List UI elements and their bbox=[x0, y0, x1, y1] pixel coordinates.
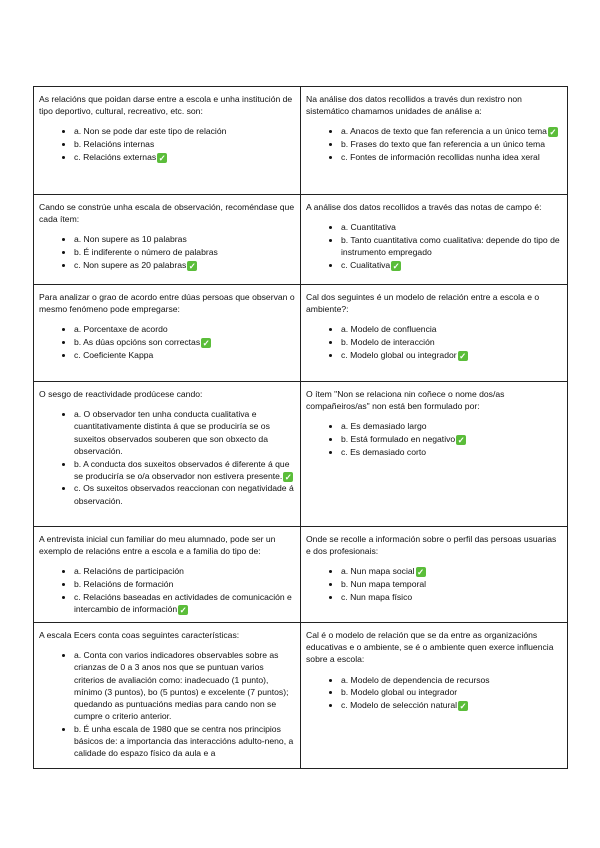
answer-option bbox=[74, 246, 295, 258]
correct-check-icon: ✓ bbox=[284, 471, 292, 482]
answer-option bbox=[74, 482, 295, 506]
answer-options bbox=[39, 125, 295, 163]
correct-check-icon: ✓ bbox=[202, 338, 210, 349]
question-text: Cando se constrúe unha escala de observación, recoméndase que cada ítem: bbox=[39, 202, 295, 225]
question-text: O sesgo de reactividade prodúcese cando: bbox=[39, 389, 203, 399]
answer-option bbox=[341, 565, 562, 577]
answer-option bbox=[341, 433, 562, 445]
answer-option-text: a. Non supere as 10 palabras bbox=[74, 234, 187, 245]
answer-option-text: c. Es demasiado corto bbox=[341, 446, 427, 457]
question-text: A análise dos datos recollidos a través das notas de campo é: bbox=[306, 202, 542, 212]
answer-option-text: a. Non se pode dar este tipo de relación bbox=[74, 126, 227, 137]
answer-option bbox=[74, 336, 295, 348]
quiz-cell bbox=[301, 382, 568, 527]
answer-options bbox=[39, 649, 295, 759]
answer-option-text: b. Modelo de interacción bbox=[341, 337, 435, 348]
answer-option bbox=[341, 234, 562, 258]
answer-option bbox=[341, 138, 562, 150]
answer-option bbox=[74, 578, 295, 590]
quiz-cell bbox=[34, 285, 301, 382]
answer-options bbox=[306, 420, 562, 458]
answer-option-text: b. É indiferente o número de palabras bbox=[74, 247, 218, 258]
answer-option-text: b. Relacións internas bbox=[74, 139, 155, 150]
quiz-grid bbox=[33, 86, 568, 769]
question-text: Na análise dos datos recollidos a través dun rexistro non sistemático chamamos unidades de análise a: bbox=[306, 94, 522, 117]
answer-option bbox=[341, 151, 562, 163]
question-text: A escala Ecers conta coas seguintes características: bbox=[39, 630, 240, 640]
answer-option bbox=[74, 349, 295, 361]
answer-option bbox=[341, 420, 562, 432]
question-text: As relacións que poidan darse entre a escola e unha institución de tipo deportivo, cultural, recreativo, etc. son: bbox=[39, 94, 293, 117]
answer-option bbox=[74, 233, 295, 245]
answer-option-text: b. Relacións de formación bbox=[74, 579, 174, 590]
answer-option-text: a. O observador ten unha conducta cualitativa e cuantitativamente distinta á que se produciría se os suxeitos observados souberen que son obxecto da observación. bbox=[74, 409, 270, 456]
answer-option-text: c. Non supere as 20 palabras bbox=[74, 259, 187, 270]
answer-option bbox=[74, 323, 295, 335]
quiz-cell bbox=[34, 195, 301, 285]
answer-option bbox=[74, 408, 295, 457]
answer-option bbox=[74, 458, 295, 482]
answer-option bbox=[74, 125, 295, 137]
quiz-cell bbox=[301, 285, 568, 382]
answer-options bbox=[39, 233, 295, 271]
question-text: Para analizar o grao de acordo entre dúas persoas que observan o mesmo fenómeno pode empregarse: bbox=[39, 292, 295, 315]
question-text: A entrevista inicial cun familiar do meu alumnado, pode ser un exemplo de relacións entre a escola e a familia do tipo de: bbox=[39, 534, 276, 557]
quiz-cell bbox=[301, 527, 568, 623]
answer-option-text: a. Cuantitativa bbox=[341, 222, 396, 233]
answer-option-text: c. Relacións baseadas en actividades de comunicación e intercambio de información bbox=[74, 591, 292, 615]
correct-check-icon: ✓ bbox=[392, 260, 400, 271]
answer-option bbox=[74, 649, 295, 722]
answer-option-text: a. Porcentaxe de acordo bbox=[74, 324, 168, 335]
answer-options bbox=[306, 221, 562, 271]
quiz-cell bbox=[34, 623, 301, 769]
answer-option-text: b. As dúas opcións son correctas bbox=[74, 337, 201, 348]
correct-check-icon: ✓ bbox=[459, 701, 467, 712]
quiz-cell bbox=[34, 87, 301, 195]
answer-option-text: c. Modelo de selección natural bbox=[341, 700, 458, 711]
quiz-cell bbox=[301, 87, 568, 195]
answer-option bbox=[341, 674, 562, 686]
answer-option bbox=[74, 151, 295, 163]
answer-options bbox=[306, 565, 562, 603]
answer-option-text: a. Modelo de confluencia bbox=[341, 324, 437, 335]
answer-options bbox=[39, 565, 295, 615]
answer-option-text: a. Conta con varios indicadores observables sobre as crianzas de 0 a 3 anos nos que se puntuan varios criterios de avaliación como: inadecuado (1 punto), mínimo (3 puntos), bo (5 puntos) e excelente (7 puntos); quedando as puntuacións medias para cando non se cumpre o criterio anterior. bbox=[74, 650, 289, 722]
answer-option bbox=[341, 336, 562, 348]
answer-option-text: c. Os suxeitos observados reaccionan con negatividade á observación. bbox=[74, 483, 294, 506]
answer-option-text: a. Relacións de participación bbox=[74, 566, 184, 577]
answer-option-text: b. É unha escala de 1980 que se centra nos principios básicos de: a importancia das interaccións adulto-neno, a calidade do espazo físico da aula e a bbox=[74, 723, 294, 759]
answer-option bbox=[341, 323, 562, 335]
answer-option-text: b. Está formulado en negativo bbox=[341, 434, 456, 445]
answer-option bbox=[341, 349, 562, 361]
answer-option-text: c. Cualitativa bbox=[341, 259, 391, 270]
answer-option bbox=[74, 591, 295, 615]
correct-check-icon: ✓ bbox=[457, 435, 465, 446]
correct-check-icon: ✓ bbox=[188, 260, 196, 271]
quiz-cell bbox=[301, 195, 568, 285]
answer-options bbox=[306, 125, 562, 163]
correct-check-icon: ✓ bbox=[549, 127, 557, 138]
answer-option bbox=[341, 259, 562, 271]
question-text: Cal é o modelo de relación que se da entre as organizacións educativas e o ambiente, se é o ambiente quen exerce influencia sobre a escola: bbox=[306, 630, 554, 665]
answer-option-text: b. Frases do texto que fan referencia a un único tema bbox=[341, 139, 545, 150]
answer-option bbox=[341, 591, 562, 603]
answer-option-text: c. Fontes de información recollidas nunha idea xeral bbox=[341, 151, 540, 162]
question-text: O ítem "Non se relaciona nin coñece o nome dos/as compañeiros/as" non está ben formulado por: bbox=[306, 389, 505, 412]
answer-option bbox=[341, 686, 562, 698]
quiz-cell bbox=[34, 527, 301, 623]
answer-option bbox=[74, 259, 295, 271]
correct-check-icon: ✓ bbox=[158, 152, 166, 163]
answer-options bbox=[39, 323, 295, 361]
answer-option-text: b. A conducta dos suxeitos observados é diferente á que se produciría se o/a observador non estivera presente. bbox=[74, 458, 290, 481]
answer-options bbox=[306, 674, 562, 712]
answer-option bbox=[74, 723, 295, 760]
correct-check-icon: ✓ bbox=[179, 605, 187, 616]
answer-option-text: c. Nun mapa físico bbox=[341, 591, 413, 602]
answer-option-text: a. Es demasiado largo bbox=[341, 421, 427, 432]
answer-option-text: a. Modelo de dependencia de recursos bbox=[341, 674, 490, 685]
answer-option-text: a. Anacos de texto que fan referencia a un único tema bbox=[341, 126, 547, 137]
answer-option-text: c. Modelo global ou integrador bbox=[341, 349, 457, 360]
answer-option bbox=[341, 125, 562, 137]
quiz-cell bbox=[34, 382, 301, 527]
correct-check-icon: ✓ bbox=[417, 567, 425, 578]
question-text: Onde se recolle a información sobre o perfil das persoas usuarias e dos profesionais: bbox=[306, 534, 557, 557]
correct-check-icon: ✓ bbox=[459, 350, 467, 361]
answer-option bbox=[74, 138, 295, 150]
quiz-cell bbox=[301, 623, 568, 769]
answer-option bbox=[341, 446, 562, 458]
answer-option bbox=[341, 699, 562, 711]
answer-option-text: b. Tanto cuantitativa como cualitativa: depende do tipo de instrumento empregado bbox=[341, 234, 560, 258]
question-text: Cal dos seguintes é un modelo de relación entre a escola e o ambiente?: bbox=[306, 292, 540, 315]
answer-option bbox=[341, 578, 562, 590]
answer-option-text: c. Coeficiente Kappa bbox=[74, 349, 154, 360]
answer-option-text: b. Nun mapa temporal bbox=[341, 579, 427, 590]
answer-option-text: c. Relacións externas bbox=[74, 151, 157, 162]
answer-option-text: b. Modelo global ou integrador bbox=[341, 687, 458, 698]
answer-option bbox=[74, 565, 295, 577]
answer-option bbox=[341, 221, 562, 233]
answer-options bbox=[306, 323, 562, 361]
answer-option-text: a. Nun mapa social bbox=[341, 566, 415, 577]
answer-options bbox=[39, 408, 295, 507]
